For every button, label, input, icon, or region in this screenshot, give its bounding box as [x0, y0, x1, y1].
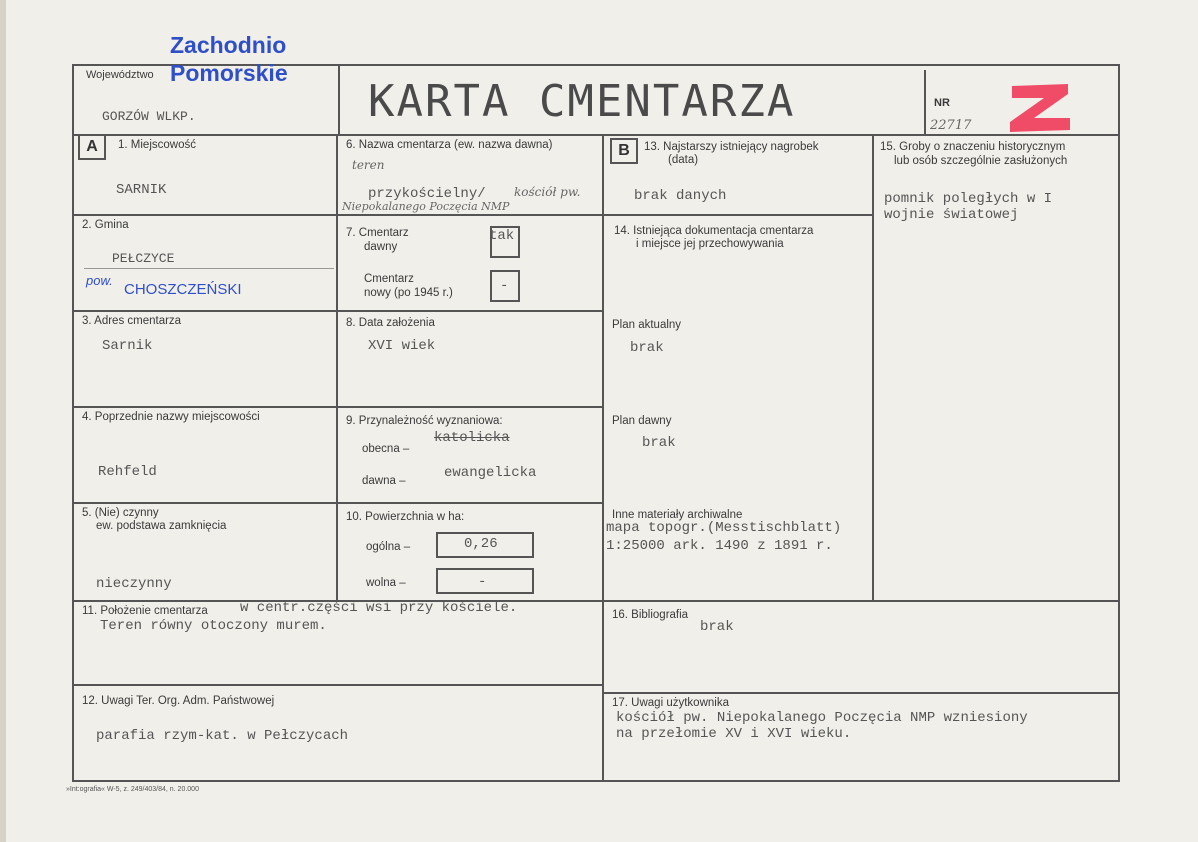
f5-label-line2: ew. podstawa zamknięcia	[96, 520, 227, 532]
frame-right	[1118, 64, 1120, 782]
f1-label: 1. Miejscowość	[118, 139, 196, 151]
other-materials-label: Inne materiały archiwalne	[612, 509, 743, 521]
f13-label-line2: (data)	[668, 154, 699, 166]
region-stamp-line2: Pomorskie	[170, 60, 288, 86]
f2-label: 2. Gmina	[82, 219, 129, 231]
row-a2	[72, 310, 604, 312]
nr-label: NR	[934, 97, 950, 109]
f6-handwritten-3: Niepokalanego Poczęcia NMP	[342, 200, 510, 213]
row-a4	[72, 502, 604, 504]
f2-pow-value: CHOSZCZEŃSKI	[124, 281, 242, 298]
section-b-box: B	[610, 138, 638, 164]
f2-underline	[84, 268, 334, 269]
f10-free-value: -	[478, 574, 487, 590]
f2-value: PEŁCZYCE	[112, 251, 175, 266]
f6-value: przykościelny/	[368, 186, 486, 202]
f6-handwritten-2: kościół pw.	[514, 185, 581, 199]
f15-value-line1: pomnik poległych w I	[884, 191, 1053, 207]
f11-label: 11. Położenie cmentarza	[82, 605, 208, 617]
header-divider-1	[338, 64, 340, 136]
f7-label2-line2: nowy (po 1945 r.)	[364, 287, 453, 299]
f5-label-line1: 5. (Nie) czynny	[82, 507, 159, 519]
row-a1	[72, 214, 604, 216]
page-title: KARTA CMENTARZA	[368, 76, 796, 127]
row-bottom-2	[602, 692, 1120, 694]
row-bottom-1	[72, 684, 604, 686]
row-a3	[72, 406, 604, 408]
f10-total-value: 0,26	[464, 536, 498, 552]
col-divider-a	[336, 134, 338, 602]
f10-label: 10. Powierzchnia w ha:	[346, 511, 465, 523]
f4-value: Rehfeld	[98, 464, 157, 480]
print-info: »Int:ografia« W-5, z. 249/403/84, n. 20.000	[66, 786, 199, 793]
f4-label: 4. Poprzednie nazwy miejscowości	[82, 411, 260, 423]
f16-value: brak	[700, 619, 734, 635]
f16-label: 16. Bibliografia	[612, 609, 689, 621]
f9-label: 9. Przynależność wyznaniowa:	[346, 415, 503, 427]
f15-value-line2: wojnie światowej	[884, 207, 1019, 223]
row-a5	[72, 600, 1120, 602]
f15-label-line2: lub osób szczególnie zasłużonych	[894, 155, 1068, 167]
f3-value: Sarnik	[102, 338, 153, 354]
f14-label-line1: 14. Istniejąca dokumentacja cmentarza	[614, 225, 814, 237]
voivodeship-label: Województwo	[86, 69, 154, 81]
f12-label: 12. Uwagi Ter. Org. Adm. Państwowej	[82, 695, 275, 707]
f6-handwritten-1: teren	[352, 158, 385, 172]
f8-value: XVI wiek	[368, 338, 436, 354]
f9-former-value: ewangelicka	[444, 465, 537, 481]
f2-pow-prefix: pow.	[86, 273, 113, 288]
red-marker-z-icon	[1004, 76, 1076, 136]
f1-value: SARNIK	[116, 182, 167, 198]
voivodeship-value: GORZÓW WLKP.	[102, 109, 196, 124]
f6-label: 6. Nazwa cmentarza (ew. nazwa dawna)	[346, 139, 553, 151]
f7-old-value: tak	[489, 228, 515, 244]
f5-value: nieczynny	[96, 576, 172, 592]
col-divider-c	[872, 134, 874, 602]
plan-current-value: brak	[630, 340, 664, 356]
f10-free-label: wolna –	[366, 577, 406, 589]
f17-label: 17. Uwagi użytkownika	[612, 697, 729, 709]
f8-label: 8. Data założenia	[346, 317, 435, 329]
header-divider-2	[924, 70, 926, 136]
f7-new-value: -	[500, 278, 509, 294]
f9-current-value: katolicka	[434, 430, 510, 446]
section-a-box: A	[78, 134, 106, 160]
f13-value: brak danych	[634, 188, 727, 204]
f7-label2-line1: Cmentarz	[364, 273, 414, 285]
paper-edge	[0, 0, 6, 842]
f9-current-label: obecna –	[362, 443, 410, 455]
frame-left	[72, 64, 74, 782]
row-b1	[602, 214, 874, 216]
nr-value: 22717	[930, 118, 972, 133]
f10-total-label: ogólna –	[366, 541, 411, 553]
header-bottom	[72, 134, 1120, 136]
f11-value-line1: w centr.części wsi przy kościele.	[240, 600, 518, 616]
region-stamp-line1: Zachodnio	[170, 32, 287, 58]
plan-former-value: brak	[642, 435, 676, 451]
f14-label-line2: i miejsce jej przechowywania	[636, 238, 784, 250]
f9-former-label: dawna –	[362, 475, 406, 487]
plan-former-label: Plan dawny	[612, 415, 672, 427]
other-materials-line2: 1:25000 ark. 1490 z 1891 r.	[606, 538, 833, 554]
f15-label-line1: 15. Groby o znaczeniu historycznym	[880, 141, 1066, 153]
f7-label-line1: 7. Cmentarz	[346, 227, 409, 239]
frame-bottom	[72, 780, 1120, 782]
f17-value-line1: kościół pw. Niepokalanego Poczęcia NMP wzniesiony	[616, 710, 1028, 726]
other-materials-line1: mapa topogr.(Messtischblatt)	[606, 520, 842, 536]
f13-label-line1: 13. Najstarszy istniejący nagrobek	[644, 141, 819, 153]
f7-label-line2: dawny	[364, 241, 398, 253]
f11-value-line2: Teren równy otoczony murem.	[100, 618, 327, 634]
f3-label: 3. Adres cmentarza	[82, 315, 182, 327]
f12-value: parafia rzym-kat. w Pełczycach	[96, 728, 349, 744]
f17-value-line2: na przełomie XV i XVI wieku.	[616, 726, 852, 742]
plan-current-label: Plan aktualny	[612, 319, 682, 331]
